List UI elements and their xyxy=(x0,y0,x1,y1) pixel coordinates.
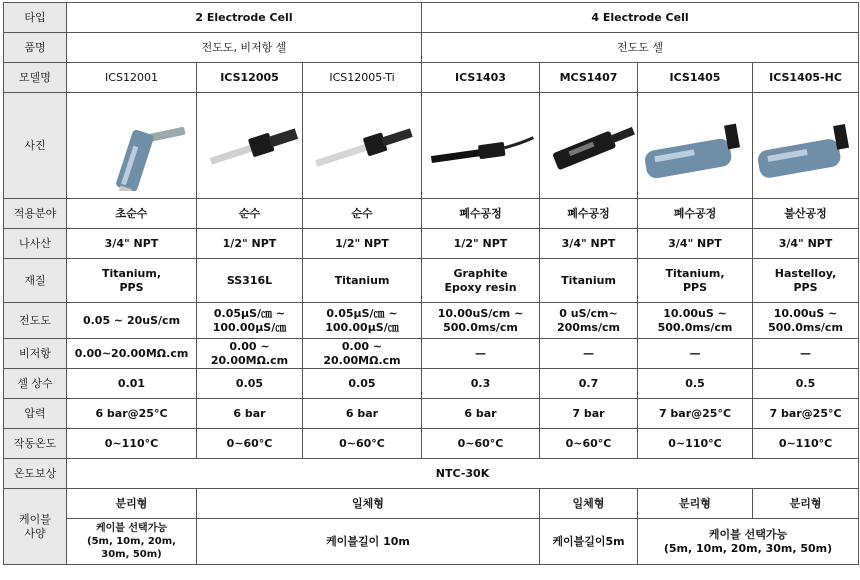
sensor-image xyxy=(542,101,638,191)
header-conductivity: 전도도 xyxy=(4,303,67,339)
row-photo xyxy=(4,93,859,199)
header-model: 모델명 xyxy=(4,63,67,93)
sensor-image xyxy=(640,101,752,191)
model-cell: ICS12005 xyxy=(197,63,303,93)
thread-cell: 3/4" NPT xyxy=(67,229,197,259)
pressure-cell: 6 bar xyxy=(422,399,540,429)
row-product xyxy=(4,33,859,63)
photo-ics1405 xyxy=(638,93,753,199)
thread-cell: 3/4" NPT xyxy=(638,229,753,259)
photo-ics12005-ti xyxy=(303,93,422,199)
header-cell-constant: 셀 상수 xyxy=(4,369,67,399)
photo-ics12005 xyxy=(197,93,303,199)
spec-table xyxy=(3,2,859,565)
row-conductivity xyxy=(4,303,859,339)
model-cell: ICS12005-Ti xyxy=(303,63,422,93)
pressure-cell: 6 bar xyxy=(303,399,422,429)
header-application: 적용분야 xyxy=(4,199,67,229)
type-4-electrode: 4 Electrode Cell xyxy=(422,3,859,33)
model-cell: ICS12001 xyxy=(67,63,197,93)
conductivity-cell: 0 uS/cm~ 200ms/cm xyxy=(540,303,638,339)
application-cell: 초순수 xyxy=(67,199,197,229)
resistivity-cell: 0.00 ~ 20.00MΩ.cm xyxy=(197,339,303,369)
pressure-cell: 6 bar xyxy=(197,399,303,429)
application-cell: 폐수공정 xyxy=(638,199,753,229)
thread-cell: 1/2" NPT xyxy=(422,229,540,259)
row-type xyxy=(4,3,859,33)
header-type: 타입 xyxy=(4,3,67,33)
temp-cell: 0~110°C xyxy=(753,429,859,459)
temp-cell: 0~60°C xyxy=(197,429,303,459)
temp-cell: 0~110°C xyxy=(638,429,753,459)
row-temp-comp xyxy=(4,459,859,489)
material-cell: Titanium, PPS xyxy=(67,259,197,303)
thread-cell: 3/4" NPT xyxy=(540,229,638,259)
photo-mcs1407 xyxy=(540,93,638,199)
material-cell: Titanium xyxy=(303,259,422,303)
photo-ics12001 xyxy=(67,93,197,199)
conductivity-cell: 10.00uS ~ 500.0ms/cm xyxy=(638,303,753,339)
sensor-image xyxy=(77,101,187,191)
material-cell: Graphite Epoxy resin xyxy=(422,259,540,303)
model-cell: ICS1403 xyxy=(422,63,540,93)
cable-type-cell: 일체형 xyxy=(540,489,638,519)
photo-ics1405-hc xyxy=(753,93,859,199)
product-2-electrode: 전도도, 비저항 셀 xyxy=(67,33,422,63)
cable-type-cell: 분리형 xyxy=(753,489,859,519)
cable-length-cell: 케이블 선택가능 (5m, 10m, 20m, 30m, 50m) xyxy=(67,519,197,565)
material-cell: Titanium xyxy=(540,259,638,303)
row-model xyxy=(4,63,859,93)
pressure-cell: 7 bar@25°C xyxy=(753,399,859,429)
thread-cell: 1/2" NPT xyxy=(197,229,303,259)
cable-type-cell: 일체형 xyxy=(197,489,540,519)
temp-cell: 0~60°C xyxy=(540,429,638,459)
sensor-image xyxy=(200,101,300,191)
resistivity-cell: 0.00 ~ 20.00MΩ.cm xyxy=(303,339,422,369)
resistivity-cell: — xyxy=(753,339,859,369)
header-material: 재질 xyxy=(4,259,67,303)
temp-cell: 0~60°C xyxy=(303,429,422,459)
row-cell-constant xyxy=(4,369,859,399)
pressure-cell: 6 bar@25°C xyxy=(67,399,197,429)
row-pressure xyxy=(4,399,859,429)
header-operating-temp: 작동온도 xyxy=(4,429,67,459)
header-resistivity: 비저항 xyxy=(4,339,67,369)
application-cell: 폐수공정 xyxy=(422,199,540,229)
application-cell: 폐수공정 xyxy=(540,199,638,229)
cable-length-cell: 케이블 선택가능 (5m, 10m, 20m, 30m, 50m) xyxy=(638,519,859,565)
header-thread: 나사산 xyxy=(4,229,67,259)
header-pressure: 압력 xyxy=(4,399,67,429)
row-cable-length xyxy=(4,519,859,565)
sensor-image xyxy=(755,101,859,191)
cell-constant-cell: 0.05 xyxy=(303,369,422,399)
material-cell: Hastelloy, PPS xyxy=(753,259,859,303)
type-2-electrode: 2 Electrode Cell xyxy=(67,3,422,33)
application-cell: 순수 xyxy=(303,199,422,229)
pressure-cell: 7 bar@25°C xyxy=(638,399,753,429)
conductivity-cell: 0.05 ~ 20uS/cm xyxy=(67,303,197,339)
resistivity-cell: — xyxy=(638,339,753,369)
photo-ics1403 xyxy=(422,93,540,199)
resistivity-cell: 0.00~20.00MΩ.cm xyxy=(67,339,197,369)
model-cell: ICS1405 xyxy=(638,63,753,93)
application-cell: 불산공정 xyxy=(753,199,859,229)
cell-constant-cell: 0.01 xyxy=(67,369,197,399)
conductivity-cell: 10.00uS ~ 500.0ms/cm xyxy=(753,303,859,339)
cell-constant-cell: 0.3 xyxy=(422,369,540,399)
temp-cell: 0~110°C xyxy=(67,429,197,459)
row-cable-type xyxy=(4,489,859,519)
header-cable-spec: 케이블 사양 xyxy=(4,489,67,565)
row-thread xyxy=(4,229,859,259)
row-resistivity xyxy=(4,339,859,369)
thread-cell: 1/2" NPT xyxy=(303,229,422,259)
conductivity-cell: 0.05μS/㎝ ~ 100.00μS/㎝ xyxy=(303,303,422,339)
resistivity-cell: — xyxy=(422,339,540,369)
header-product: 품명 xyxy=(4,33,67,63)
model-cell: ICS1405-HC xyxy=(753,63,859,93)
sensor-image xyxy=(426,101,536,191)
cell-constant-cell: 0.5 xyxy=(638,369,753,399)
cable-length-cell: 케이블길이5m xyxy=(540,519,638,565)
temp-cell: 0~60°C xyxy=(422,429,540,459)
cable-length-cell: 케이블길이 10m xyxy=(197,519,540,565)
material-cell: SS316L xyxy=(197,259,303,303)
application-cell: 순수 xyxy=(197,199,303,229)
sensor-image xyxy=(307,101,417,191)
resistivity-cell: — xyxy=(540,339,638,369)
thread-cell: 3/4" NPT xyxy=(753,229,859,259)
material-cell: Titanium, PPS xyxy=(638,259,753,303)
row-material xyxy=(4,259,859,303)
cell-constant-cell: 0.05 xyxy=(197,369,303,399)
temp-comp-value: NTC-30K xyxy=(67,459,859,489)
row-application xyxy=(4,199,859,229)
cable-type-cell: 분리형 xyxy=(638,489,753,519)
cable-type-cell: 분리형 xyxy=(67,489,197,519)
model-cell: MCS1407 xyxy=(540,63,638,93)
conductivity-cell: 0.05μS/㎝ ~ 100.00μS/㎝ xyxy=(197,303,303,339)
header-photo: 사진 xyxy=(4,93,67,199)
product-4-electrode: 전도도 셀 xyxy=(422,33,859,63)
conductivity-cell: 10.00uS/cm ~ 500.0ms/cm xyxy=(422,303,540,339)
pressure-cell: 7 bar xyxy=(540,399,638,429)
cell-constant-cell: 0.7 xyxy=(540,369,638,399)
cell-constant-cell: 0.5 xyxy=(753,369,859,399)
row-operating-temp xyxy=(4,429,859,459)
header-temp-comp: 온도보상 xyxy=(4,459,67,489)
